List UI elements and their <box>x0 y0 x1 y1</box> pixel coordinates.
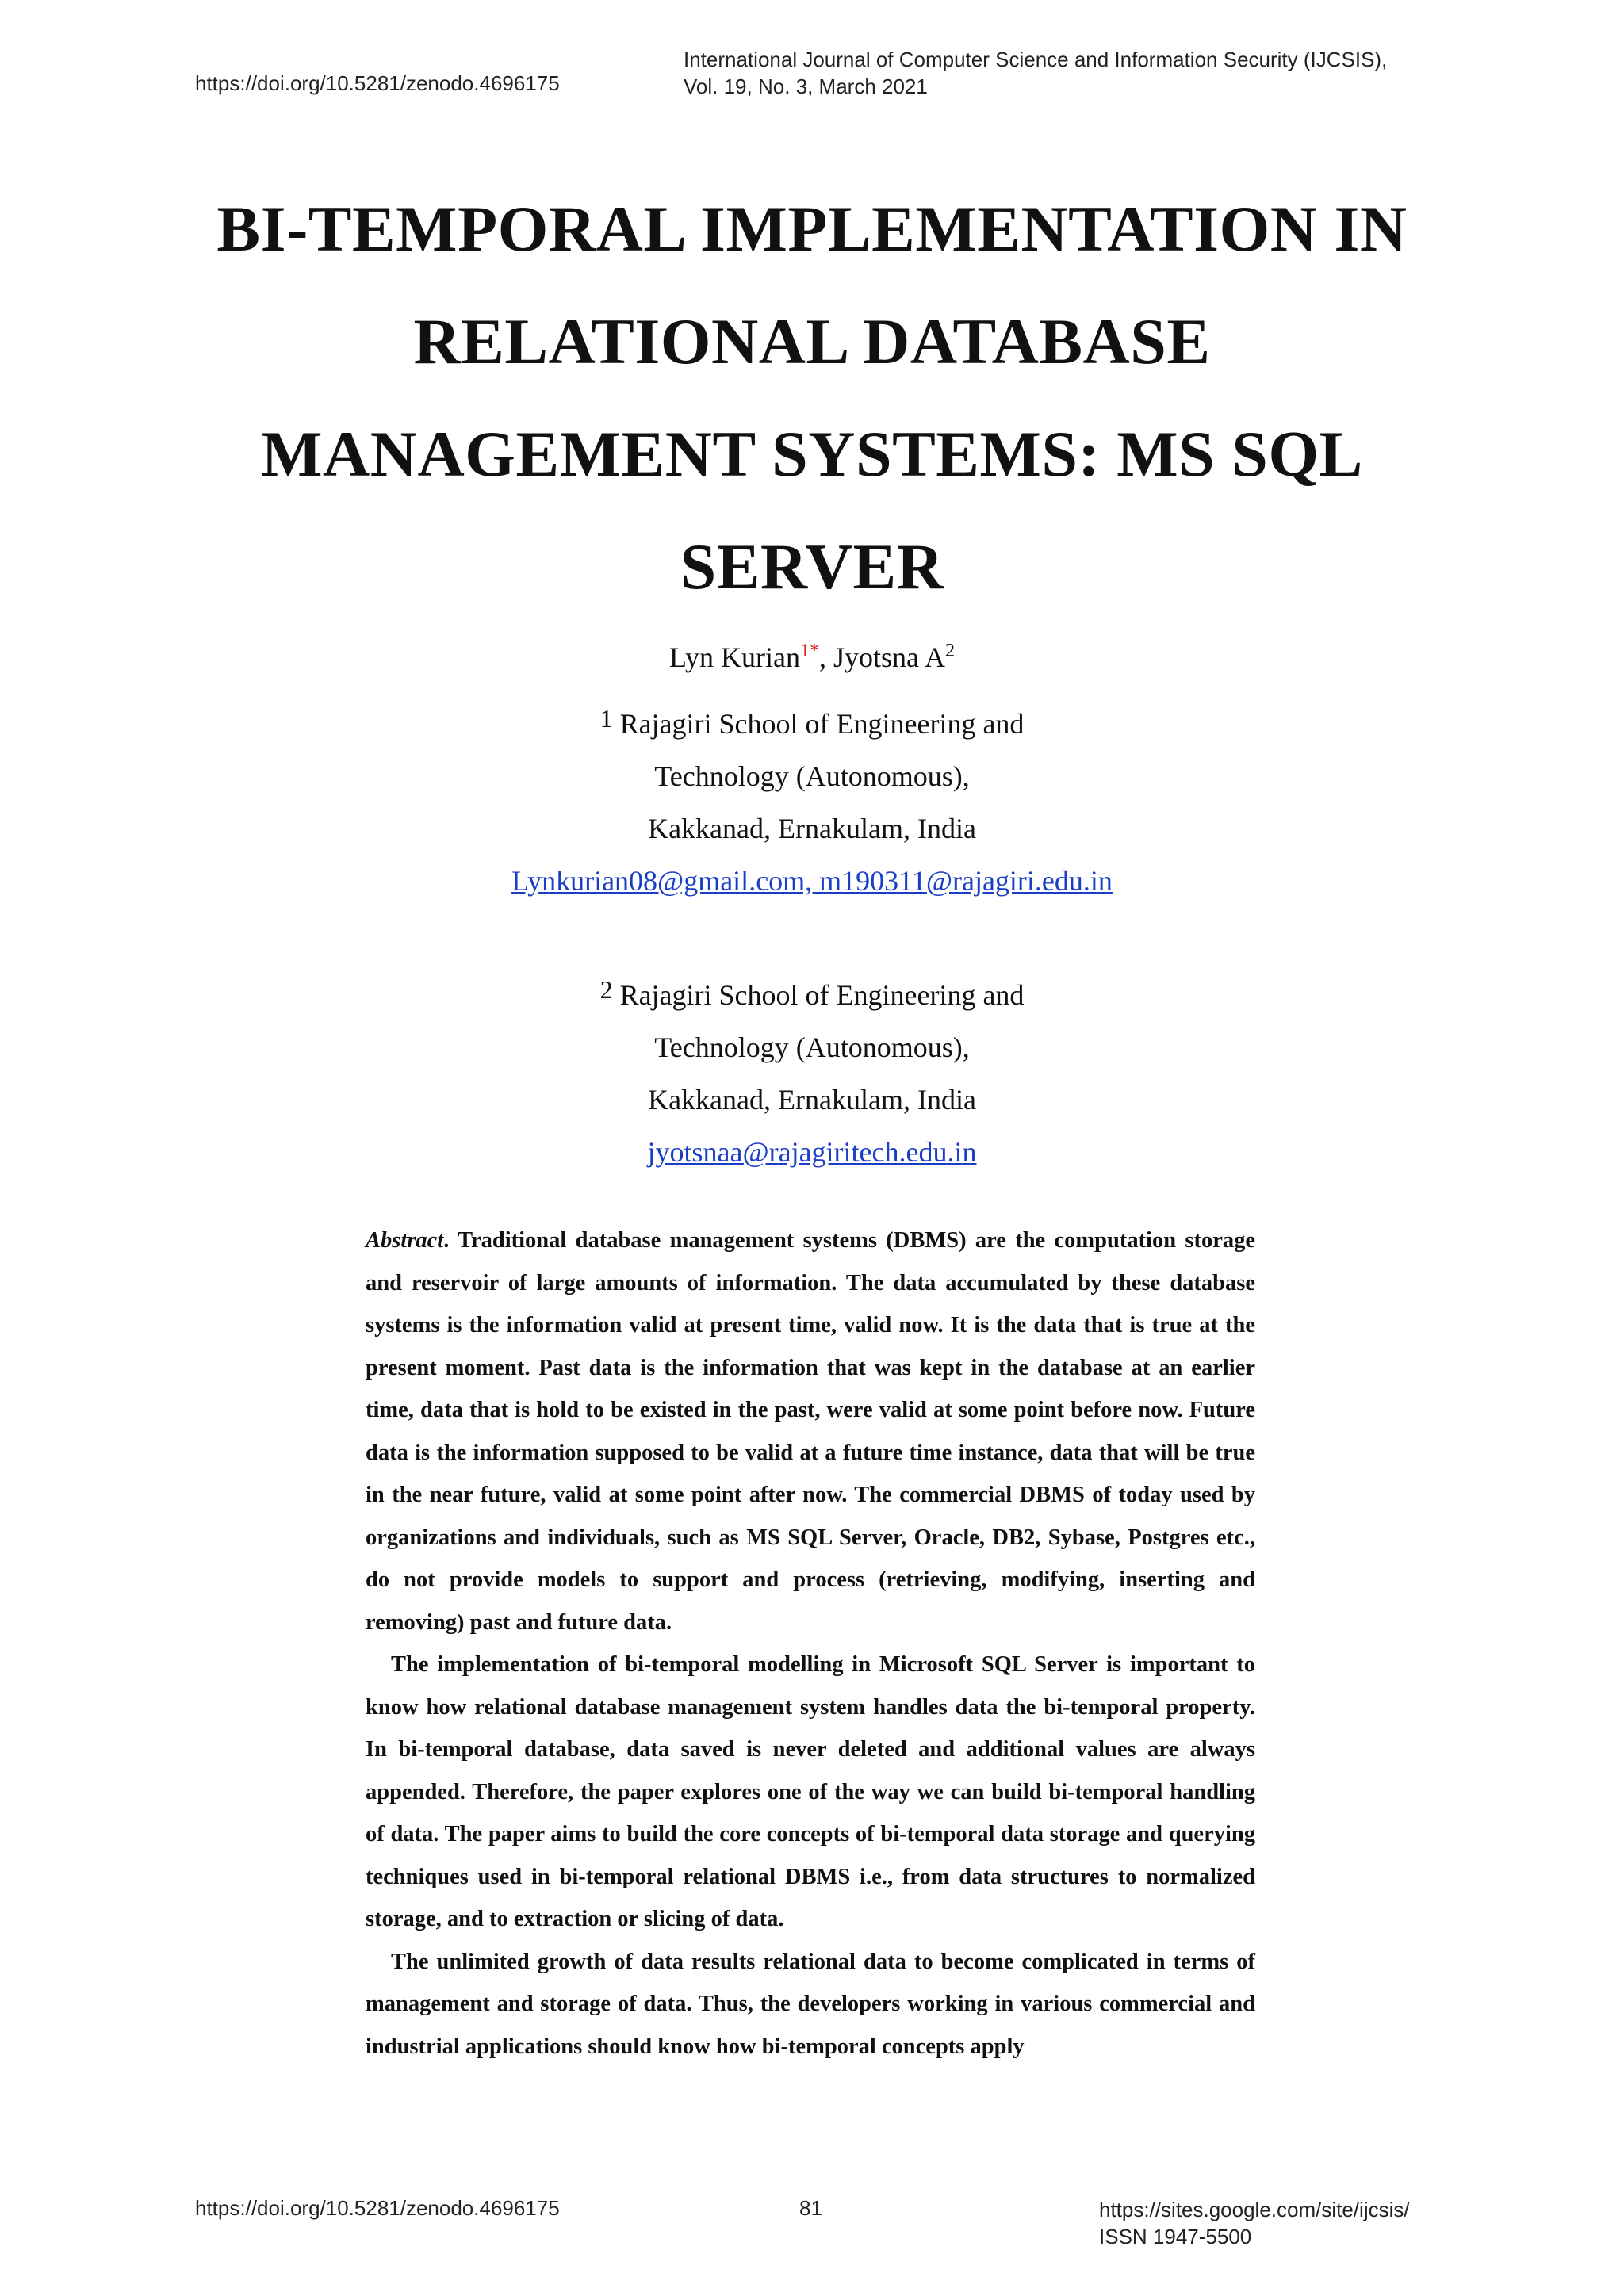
affiliation-2-email-link[interactable]: jyotsnaa@rajagiritech.edu.in <box>647 1136 977 1168</box>
footer-site-url: https://sites.google.com/site/ijcsis/ <box>1099 2198 1410 2221</box>
affiliation-2-number: 2 <box>599 975 613 1004</box>
title-line-1: BI-TEMPORAL IMPLEMENTATION IN <box>216 193 1408 265</box>
author-2: Jyotsna A <box>833 641 945 673</box>
affiliation-1-email-link[interactable]: Lynkurian08@gmail.com, m190311@rajagiri.edu.in <box>511 865 1113 897</box>
author-list <box>0 641 1624 674</box>
affiliation-2-line1 <box>0 969 1624 1021</box>
affiliation-1-institution: Rajagiri School of Engineering and <box>619 708 1025 740</box>
footer-doi: https://doi.org/10.5281/zenodo.4696175 <box>195 2196 560 2220</box>
author-separator: , <box>818 641 833 673</box>
abstract-paragraph-2: The implementation of bi-temporal modelling in Microsoft SQL Server is important to know how relational database management system handles data the bi-temporal property. In bi-temporal database, data saved is never deleted and additional values are always appended. Therefore, the paper explores one of the way we can build bi-temporal handling of data. The paper aims to build the core concepts of bi-temporal data storage and querying techniques used in bi-temporal relational DBMS i.e., from data structures to normalized storage, and to extraction or slicing of data. <box>366 1652 1255 1931</box>
author-1-mark: 1* <box>799 641 819 661</box>
header-journal-line1: International Journal of Computer Science and Information Security (IJCSIS), <box>684 48 1388 71</box>
affiliation-2-institution: Rajagiri School of Engineering and <box>619 979 1025 1011</box>
abstract-paragraph-1 <box>366 1219 1255 1644</box>
footer-site <box>1099 2196 1410 2250</box>
affiliation-2 <box>0 969 1624 1178</box>
abstract-p1-text: . Traditional database management systems (DBMS) are the computation storage and reservoir of large amounts of information. The data accumulated by these database systems is the information valid at present time, valid now. It is the data that is true at the present moment. Past data is the information that was kept in the database at an earlier time, data that is hold to be existed in the past, were valid at some point before now. Future data is the information supposed to be valid at a future time instance, data that will be true in the near future, valid at some point after now. The commercial DBMS of today used by organizations and individuals, such as MS SQL Server, Oracle, DB2, Sybase, Postgres etc., do not provide models to support and process (retrieving, modifying, inserting and removing) past and future data. <box>366 1228 1255 1635</box>
abstract <box>366 1219 1255 2068</box>
header-journal <box>684 46 1387 100</box>
author-2-mark: 2 <box>945 641 955 661</box>
affiliation-2-line3: Kakkanad, Ernakulam, India <box>648 1084 976 1115</box>
affiliation-1-line1 <box>0 698 1624 750</box>
header-doi: https://doi.org/10.5281/zenodo.4696175 <box>195 71 560 95</box>
page-number: 81 <box>799 2196 822 2220</box>
abstract-label: Abstract <box>366 1228 444 1253</box>
header-journal-line2: Vol. 19, No. 3, March 2021 <box>684 75 928 98</box>
paper-title <box>119 173 1505 623</box>
author-1: Lyn Kurian <box>669 641 800 673</box>
affiliation-1 <box>0 698 1624 907</box>
affiliation-1-line3: Kakkanad, Ernakulam, India <box>648 813 976 844</box>
affiliation-1-line2: Technology (Autonomous), <box>654 760 970 792</box>
title-line-4: SERVER <box>680 530 944 603</box>
affiliation-1-number: 1 <box>599 704 613 733</box>
title-line-2: RELATIONAL DATABASE <box>413 305 1211 377</box>
abstract-paragraph-3: The unlimited growth of data results relational data to become complicated in terms of management and storage of data. Thus, the developers working in various commercial and industrial applications should know how bi-temporal concepts apply <box>366 1949 1255 2059</box>
footer-issn: ISSN 1947-5500 <box>1099 2225 1252 2248</box>
affiliation-2-line2: Technology (Autonomous), <box>654 1031 970 1063</box>
title-line-3: MANAGEMENT SYSTEMS: MS SQL <box>261 418 1363 490</box>
